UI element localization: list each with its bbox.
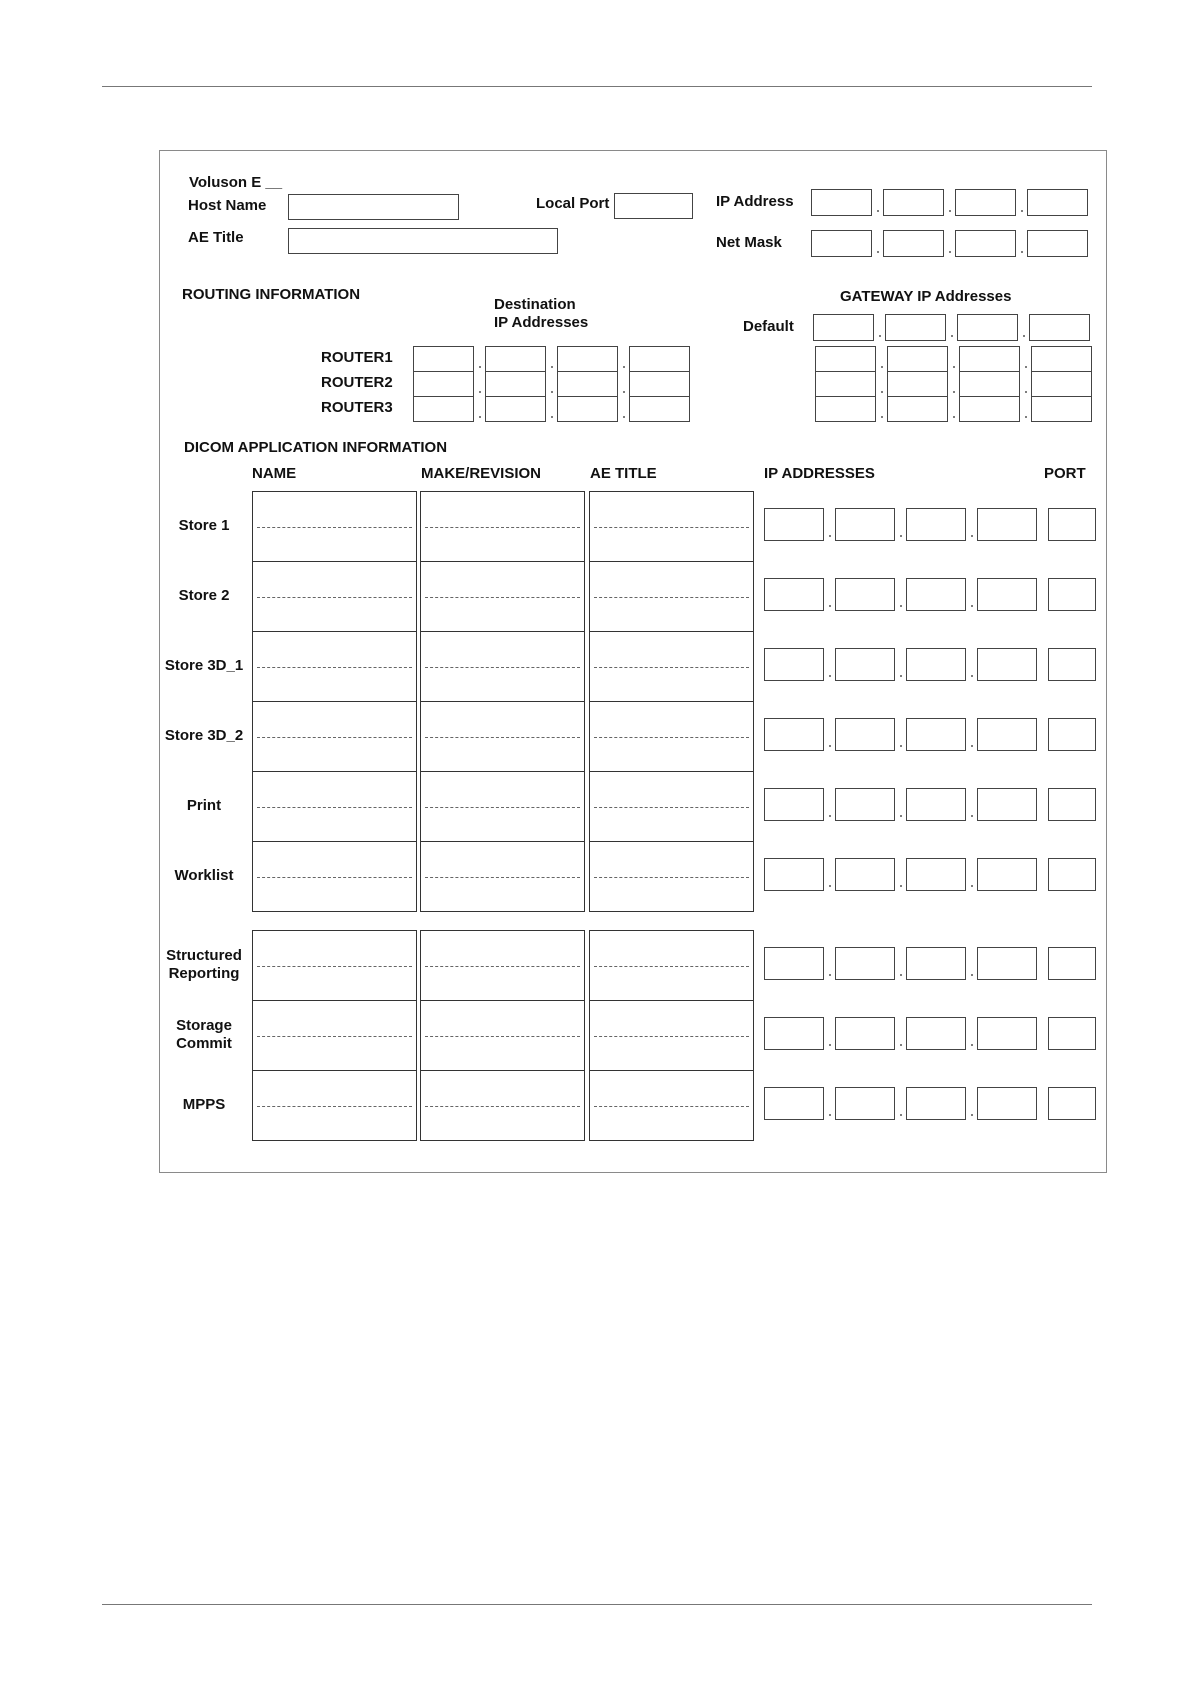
dashed-guide [425, 597, 580, 598]
dicom-name-cell[interactable] [252, 841, 417, 912]
dicom-store-3d-2-port[interactable] [1048, 718, 1096, 751]
dashed-guide [257, 737, 412, 738]
dicom-row-label-print [160, 797, 248, 815]
gateway-default-dot-3 [1023, 335, 1025, 337]
dicom-ae-title-cell[interactable] [589, 631, 754, 702]
local-port-label: Local Port [536, 195, 610, 212]
router2-label: ROUTER2 [321, 374, 393, 391]
dicom-storage-commit-port[interactable] [1048, 1017, 1096, 1050]
dicom-make-revision-cell[interactable] [420, 491, 585, 562]
dicom-store-1-ip-octet-1[interactable] [764, 508, 824, 541]
router2-gateway-dot-1 [881, 391, 883, 393]
default-label: Default [743, 318, 794, 335]
dicom-structured-reporting-ip-dot-1 [829, 974, 831, 976]
dicom-print-port[interactable] [1048, 788, 1096, 821]
bottom-rule [102, 1604, 1092, 1605]
row-label-line: Store 3D_1 [164, 657, 244, 674]
dicom-print-ip-dot-1 [829, 815, 831, 817]
col-port: PORT [1044, 465, 1086, 482]
router2-gateway-octet-2[interactable] [887, 371, 948, 397]
dicom-store-2-ip-dot-2 [900, 605, 902, 607]
router2-gateway-octet-1[interactable] [815, 371, 876, 397]
row-label-line: Print [186, 797, 222, 814]
col-name: NAME [252, 465, 297, 482]
router1-gateway-dot-2 [953, 366, 955, 368]
gateway-label: GATEWAY IP Addresses [840, 288, 1012, 305]
router3-gateway-dot-1 [881, 416, 883, 418]
dicom-store-3d-2-ip-dot-3 [971, 745, 973, 747]
dicom-worklist-ip-octet-1[interactable] [764, 858, 824, 891]
dashed-guide [594, 667, 749, 668]
dashed-guide [594, 1106, 749, 1107]
dashed-guide [257, 527, 412, 528]
dicom-print-ip-dot-3 [971, 815, 973, 817]
gateway-default-octet-3[interactable] [957, 314, 1018, 341]
net-mask-octet-4[interactable] [1027, 230, 1088, 257]
model-label: Voluson E __ [189, 174, 283, 191]
router2-gateway-octet-3[interactable] [959, 371, 1020, 397]
dicom-store-3d-2-ip-dot-2 [900, 745, 902, 747]
dicom-ae-title-cell[interactable] [589, 561, 754, 632]
ae-title-field[interactable] [288, 228, 558, 254]
router2-destination-octet-2[interactable] [485, 371, 546, 397]
gateway-default-octet-2[interactable] [885, 314, 946, 341]
dicom-row-label-store-1 [160, 517, 248, 535]
router2-destination-dot-3 [623, 391, 625, 393]
dicom-row-label-storage-commit [160, 1017, 248, 1053]
dashed-guide [257, 597, 412, 598]
dashed-guide [594, 597, 749, 598]
col-ae-title: AE TITLE [590, 465, 657, 482]
row-label-line: Storage [176, 1017, 232, 1034]
ip-address-octet-3[interactable] [955, 189, 1016, 216]
router2-destination-dot-2 [551, 391, 553, 393]
dicom-row-label-store-3d-1 [160, 657, 248, 675]
router3-label: ROUTER3 [321, 399, 393, 416]
row-label-line: MPPS [182, 1096, 226, 1113]
dicom-make-revision-cell[interactable] [420, 1000, 585, 1071]
dashed-guide [257, 1036, 412, 1037]
dicom-make-revision-cell[interactable] [420, 1070, 585, 1141]
net-mask-dot-2 [949, 251, 951, 253]
dicom-make-revision-cell[interactable] [420, 701, 585, 772]
dicom-ae-title-cell[interactable] [589, 701, 754, 772]
dashed-guide [425, 737, 580, 738]
dicom-store-1-ip-dot-1 [829, 535, 831, 537]
dicom-name-cell[interactable] [252, 1000, 417, 1071]
dicom-ae-title-cell[interactable] [589, 491, 754, 562]
dashed-guide [594, 527, 749, 528]
dicom-worklist-ip-dot-2 [900, 885, 902, 887]
dicom-store-2-ip-octet-1[interactable] [764, 578, 824, 611]
row-label-line: Store 2 [178, 587, 230, 604]
dashed-guide [425, 966, 580, 967]
dicom-storage-commit-ip-dot-1 [829, 1044, 831, 1046]
dicom-title: DICOM APPLICATION INFORMATION [184, 439, 448, 456]
router1-gateway-dot-1 [881, 366, 883, 368]
row-label-line: Reporting [168, 965, 240, 982]
dashed-guide [594, 807, 749, 808]
dicom-name-cell[interactable] [252, 561, 417, 632]
dicom-name-cell[interactable] [252, 491, 417, 562]
router1-destination-octet-1[interactable] [413, 346, 474, 372]
dicom-store-1-ip-octet-2[interactable] [835, 508, 895, 541]
dicom-mpps-ip-octet-1[interactable] [764, 1087, 824, 1120]
dicom-store-2-ip-octet-3[interactable] [906, 578, 966, 611]
router3-destination-dot-3 [623, 416, 625, 418]
row-label-line: Store 1 [178, 517, 230, 534]
dicom-name-cell[interactable] [252, 1070, 417, 1141]
router3-gateway-dot-2 [953, 416, 955, 418]
dicom-store-1-ip-dot-2 [900, 535, 902, 537]
dicom-store-3d-1-ip-octet-1[interactable] [764, 648, 824, 681]
router1-gateway-octet-2[interactable] [887, 346, 948, 372]
net-mask-dot-1 [877, 251, 879, 253]
router2-destination-octet-3[interactable] [557, 371, 618, 397]
router3-destination-dot-2 [551, 416, 553, 418]
ip-address-octet-2[interactable] [883, 189, 944, 216]
col-ip-addresses: IP ADDRESSES [764, 465, 875, 482]
dicom-print-ip-octet-1[interactable] [764, 788, 824, 821]
dashed-guide [425, 1036, 580, 1037]
dashed-guide [594, 1036, 749, 1037]
dicom-store-3d-1-ip-octet-2[interactable] [835, 648, 895, 681]
router1-destination-octet-2[interactable] [485, 346, 546, 372]
net-mask-label: Net Mask [716, 234, 782, 251]
dicom-mpps-ip-dot-3 [971, 1114, 973, 1116]
dicom-structured-reporting-ip-octet-3[interactable] [906, 947, 966, 980]
dicom-worklist-ip-octet-3[interactable] [906, 858, 966, 891]
dicom-storage-commit-ip-octet-2[interactable] [835, 1017, 895, 1050]
router1-destination-dot-1 [479, 366, 481, 368]
dicom-ae-title-cell[interactable] [589, 841, 754, 912]
router3-gateway-octet-4[interactable] [1031, 396, 1092, 422]
dicom-store-2-port[interactable] [1048, 578, 1096, 611]
dashed-guide [425, 877, 580, 878]
dicom-worklist-ip-octet-4[interactable] [977, 858, 1037, 891]
ae-title-label: AE Title [188, 229, 244, 246]
dicom-store-2-ip-octet-4[interactable] [977, 578, 1037, 611]
dicom-row-label-mpps [160, 1096, 248, 1114]
dicom-make-revision-cell[interactable] [420, 841, 585, 912]
ip-address-dot-2 [949, 210, 951, 212]
destination-label: Destination [494, 296, 576, 313]
dicom-ae-title-cell[interactable] [589, 1000, 754, 1071]
dicom-storage-commit-ip-octet-4[interactable] [977, 1017, 1037, 1050]
dicom-worklist-port[interactable] [1048, 858, 1096, 891]
dicom-store-3d-1-ip-dot-3 [971, 675, 973, 677]
dicom-store-3d-2-ip-octet-3[interactable] [906, 718, 966, 751]
host-name-label: Host Name [188, 197, 267, 214]
dicom-structured-reporting-ip-octet-1[interactable] [764, 947, 824, 980]
router3-destination-octet-1[interactable] [413, 396, 474, 422]
router3-gateway-octet-1[interactable] [815, 396, 876, 422]
net-mask-octet-3[interactable] [955, 230, 1016, 257]
dashed-guide [257, 807, 412, 808]
ip-address-octet-1[interactable] [811, 189, 872, 216]
dicom-print-ip-dot-2 [900, 815, 902, 817]
router1-gateway-octet-3[interactable] [959, 346, 1020, 372]
router1-gateway-octet-1[interactable] [815, 346, 876, 372]
dicom-store-3d-2-ip-octet-1[interactable] [764, 718, 824, 751]
dicom-mpps-ip-octet-4[interactable] [977, 1087, 1037, 1120]
dicom-store-2-ip-dot-3 [971, 605, 973, 607]
dicom-storage-commit-ip-octet-3[interactable] [906, 1017, 966, 1050]
host-name-field[interactable] [288, 194, 459, 220]
dashed-guide [425, 667, 580, 668]
dashed-guide [594, 877, 749, 878]
dicom-name-cell[interactable] [252, 930, 417, 1001]
router2-gateway-octet-4[interactable] [1031, 371, 1092, 397]
router2-gateway-dot-3 [1025, 391, 1027, 393]
dicom-structured-reporting-ip-octet-4[interactable] [977, 947, 1037, 980]
dicom-structured-reporting-ip-dot-2 [900, 974, 902, 976]
dicom-mpps-ip-octet-3[interactable] [906, 1087, 966, 1120]
row-label-line: Commit [176, 1035, 232, 1052]
dicom-store-3d-2-ip-octet-2[interactable] [835, 718, 895, 751]
dashed-guide [594, 737, 749, 738]
router3-gateway-octet-3[interactable] [959, 396, 1020, 422]
dicom-structured-reporting-ip-dot-3 [971, 974, 973, 976]
dicom-row-label-worklist [160, 867, 248, 885]
top-rule [102, 86, 1092, 87]
dashed-guide [425, 527, 580, 528]
dicom-store-1-ip-octet-3[interactable] [906, 508, 966, 541]
dicom-row-label-structured-reporting [160, 947, 248, 983]
router3-destination-dot-1 [479, 416, 481, 418]
dicom-store-3d-2-ip-dot-1 [829, 745, 831, 747]
dashed-guide [425, 807, 580, 808]
dicom-structured-reporting-ip-octet-2[interactable] [835, 947, 895, 980]
dicom-worklist-ip-octet-2[interactable] [835, 858, 895, 891]
dicom-worklist-ip-dot-3 [971, 885, 973, 887]
router1-destination-octet-3[interactable] [557, 346, 618, 372]
dicom-make-revision-cell[interactable] [420, 771, 585, 842]
router1-destination-octet-4[interactable] [629, 346, 690, 372]
dicom-worklist-ip-dot-1 [829, 885, 831, 887]
dicom-store-3d-1-port[interactable] [1048, 648, 1096, 681]
dicom-ae-title-cell[interactable] [589, 930, 754, 1001]
destination-ip-label: IP Addresses [494, 314, 589, 331]
dicom-ae-title-cell[interactable] [589, 771, 754, 842]
dicom-print-ip-octet-4[interactable] [977, 788, 1037, 821]
router2-destination-octet-4[interactable] [629, 371, 690, 397]
net-mask-dot-3 [1021, 251, 1023, 253]
dicom-row-label-store-3d-2 [160, 727, 248, 745]
col-make-revision: MAKE/REVISION [421, 465, 542, 482]
net-mask-octet-2[interactable] [883, 230, 944, 257]
dicom-store-3d-1-ip-octet-4[interactable] [977, 648, 1037, 681]
dashed-guide [257, 1106, 412, 1107]
dashed-guide [594, 966, 749, 967]
dashed-guide [257, 877, 412, 878]
dicom-store-3d-1-ip-dot-1 [829, 675, 831, 677]
gateway-default-octet-1[interactable] [813, 314, 874, 341]
routing-title: ROUTING INFORMATION [182, 286, 361, 303]
dicom-make-revision-cell[interactable] [420, 631, 585, 702]
router3-gateway-dot-3 [1025, 416, 1027, 418]
dicom-mpps-ip-dot-1 [829, 1114, 831, 1116]
dicom-print-ip-octet-3[interactable] [906, 788, 966, 821]
dicom-store-3d-1-ip-octet-3[interactable] [906, 648, 966, 681]
dicom-name-cell[interactable] [252, 701, 417, 772]
dicom-make-revision-cell[interactable] [420, 561, 585, 632]
dicom-ae-title-cell[interactable] [589, 1070, 754, 1141]
router1-gateway-dot-3 [1025, 366, 1027, 368]
dicom-name-cell[interactable] [252, 771, 417, 842]
dicom-store-1-ip-dot-3 [971, 535, 973, 537]
router3-destination-octet-3[interactable] [557, 396, 618, 422]
net-mask-octet-1[interactable] [811, 230, 872, 257]
dicom-storage-commit-ip-dot-3 [971, 1044, 973, 1046]
router2-destination-octet-1[interactable] [413, 371, 474, 397]
ip-address-label: IP Address [716, 193, 794, 210]
dicom-store-3d-2-ip-octet-4[interactable] [977, 718, 1037, 751]
dicom-store-2-ip-octet-2[interactable] [835, 578, 895, 611]
ip-address-octet-4[interactable] [1027, 189, 1088, 216]
dicom-store-1-port[interactable] [1048, 508, 1096, 541]
dicom-mpps-port[interactable] [1048, 1087, 1096, 1120]
dicom-mpps-ip-octet-2[interactable] [835, 1087, 895, 1120]
router2-gateway-dot-2 [953, 391, 955, 393]
dicom-store-1-ip-octet-4[interactable] [977, 508, 1037, 541]
row-label-line: Store 3D_2 [164, 727, 244, 744]
dicom-row-label-store-2 [160, 587, 248, 605]
ip-address-dot-1 [877, 210, 879, 212]
router3-destination-octet-2[interactable] [485, 396, 546, 422]
dicom-mpps-ip-dot-2 [900, 1114, 902, 1116]
dashed-guide [425, 1106, 580, 1107]
local-port-field[interactable] [614, 193, 693, 219]
dashed-guide [257, 667, 412, 668]
router3-gateway-octet-2[interactable] [887, 396, 948, 422]
row-label-line: Worklist [174, 867, 234, 884]
dicom-name-cell[interactable] [252, 631, 417, 702]
router1-label: ROUTER1 [321, 349, 393, 366]
ip-address-dot-3 [1021, 210, 1023, 212]
dicom-make-revision-cell[interactable] [420, 930, 585, 1001]
dicom-store-3d-1-ip-dot-2 [900, 675, 902, 677]
dashed-guide [257, 966, 412, 967]
router3-destination-octet-4[interactable] [629, 396, 690, 422]
gateway-default-dot-1 [879, 335, 881, 337]
dicom-storage-commit-ip-octet-1[interactable] [764, 1017, 824, 1050]
router1-destination-dot-3 [623, 366, 625, 368]
dicom-store-2-ip-dot-1 [829, 605, 831, 607]
dicom-print-ip-octet-2[interactable] [835, 788, 895, 821]
dicom-structured-reporting-port[interactable] [1048, 947, 1096, 980]
router1-destination-dot-2 [551, 366, 553, 368]
router1-gateway-octet-4[interactable] [1031, 346, 1092, 372]
row-label-line: Structured [166, 947, 242, 964]
dicom-storage-commit-ip-dot-2 [900, 1044, 902, 1046]
router2-destination-dot-1 [479, 391, 481, 393]
gateway-default-dot-2 [951, 335, 953, 337]
gateway-default-octet-4[interactable] [1029, 314, 1090, 341]
